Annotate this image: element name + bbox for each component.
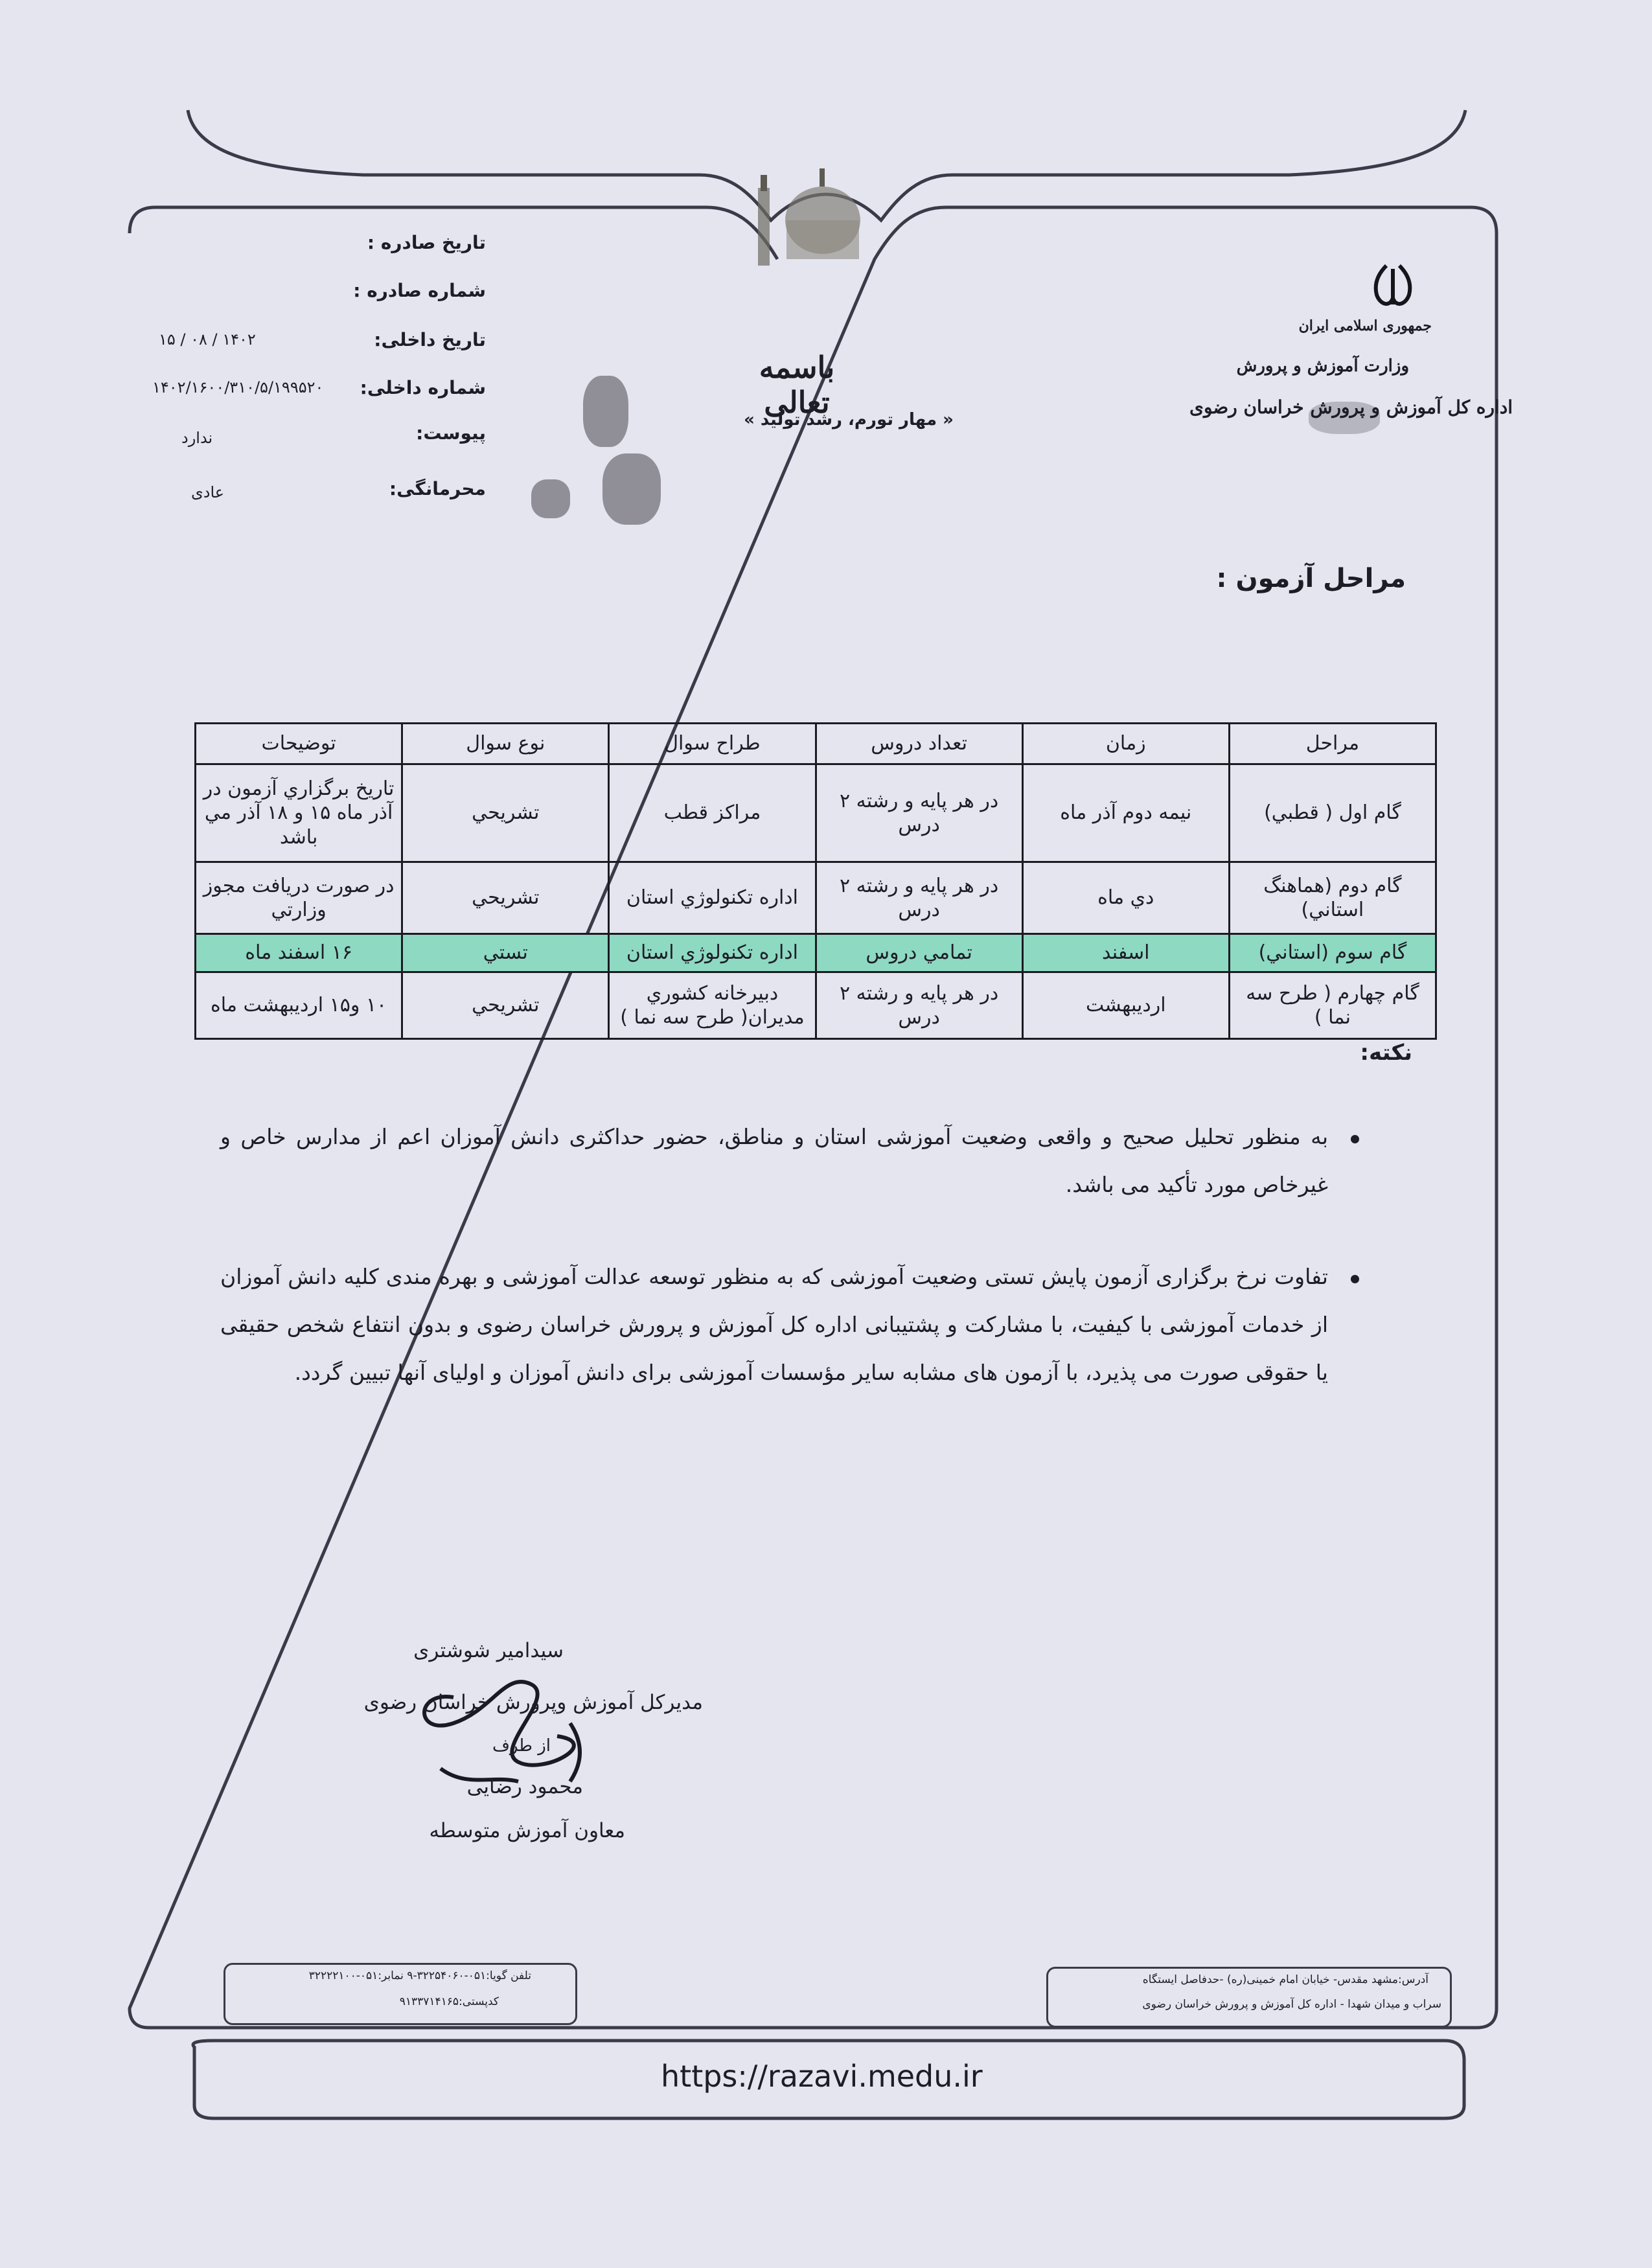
- stamp-smudge: [531, 479, 570, 518]
- address-line-1: آدرس:مشهد مقدس- خیابان امام خمینی(ره) -حدفاصل ایستگاه: [1142, 1973, 1428, 1986]
- on-behalf-label: از طرف: [492, 1736, 551, 1756]
- table-cell: نیمه دوم آذر ماه: [1022, 764, 1229, 862]
- table-cell: تشريحي: [402, 862, 609, 934]
- stamp-smudge: [602, 453, 661, 525]
- internal-date-label: تاریخ داخلی:: [374, 329, 486, 350]
- confidentiality-label: محرمانگی:: [389, 478, 486, 499]
- table-cell: دبيرخانه كشوري مديران( طرح سه نما ): [609, 972, 816, 1039]
- table-row: [196, 862, 1436, 934]
- table-cell: مراکز قطب: [609, 764, 816, 862]
- bullet-icon: [1351, 1135, 1359, 1143]
- table-row: [196, 972, 1436, 1039]
- postal-line: کدپستی:۹۱۳۳۷۱۴۱۶۵: [399, 1995, 499, 2008]
- table-cell: در هر پایه و رشته ۲ درس: [816, 972, 1022, 1039]
- table-cell: اداره تكنولوژي استان: [609, 862, 816, 934]
- table-cell: تمامي دروس: [816, 934, 1022, 972]
- internal-date-value: ۱۴۰۲ / ۰۸ / ۱۵: [159, 330, 256, 349]
- org-line-1: جمهوری اسلامی ایران: [1298, 317, 1432, 334]
- col-header-time: زمان: [1022, 724, 1229, 764]
- issue-number-label: شماره صادره :: [353, 280, 486, 301]
- table-cell: در صورت دريافت مجوز وزارتي: [196, 862, 402, 934]
- table-cell: دي ماه: [1022, 862, 1229, 934]
- table-cell: در هر پایه و رشته ۲ درس: [816, 764, 1022, 862]
- table-row: [196, 764, 1436, 862]
- deputy-title: معاون آموزش متوسطه: [429, 1819, 625, 1842]
- table-cell: تشريحي: [402, 972, 609, 1039]
- table-cell: در هر پایه و رشته ۲ درس: [816, 862, 1022, 934]
- col-header-designer: طراح سوال: [609, 724, 816, 764]
- signer-title: مدیرکل آموزش وپرورش خراسان رضوی: [363, 1691, 703, 1714]
- slogan: « مهار تورم، رشد تولید »: [744, 410, 954, 430]
- table-cell: ارديبهشت: [1022, 972, 1229, 1039]
- table-header-row: [196, 724, 1436, 764]
- col-header-notes: توضیحات: [196, 724, 402, 764]
- col-header-stage: مراحل: [1229, 724, 1436, 764]
- org-line-2: وزارت آموزش و پرورش: [1236, 356, 1409, 376]
- table-cell: اداره تكنولوژي استان: [609, 934, 816, 972]
- section-title: مراحل آزمون :: [1216, 564, 1406, 593]
- table-cell: گام دوم (هماهنگ استاني): [1229, 862, 1436, 934]
- exam-stages-table: [194, 722, 1437, 1040]
- table-cell: تاريخ برگزاري آزمون در آذر ماه ۱۵ و ۱۸ آذر مي باشد: [196, 764, 402, 862]
- table-cell: گام اول ( قطبي): [1229, 764, 1436, 862]
- iran-emblem-icon: [1376, 266, 1410, 304]
- note-paragraph: تفاوت نرخ برگزاری آزمون پایش تستی وضعیت آموزشی که به منظور توسعه عدالت آموزشی و بهره مندی کلیه دانش آموزان از خدمات آموزشی با کیفیت، با مشارکت و پشتیبانی اداره کل آموزش و پرورش خراسان رضوی و بدون انتفاع شخص حقیقی یا حقوقی صورت می پذیرد، با آزمون های مشابه سایر مؤسسات آموزشی برای دانش آموزان و اولیای آنها تبیین گردد.: [220, 1264, 1328, 1385]
- org-line-3: اداره کل آموزش و پرورش خراسان رضوی: [1189, 396, 1513, 418]
- deputy-name: محمود رضایی: [466, 1775, 583, 1798]
- table-cell: اسفند: [1022, 934, 1229, 972]
- internal-number-label: شماره داخلی:: [360, 377, 486, 398]
- attachment-label: پیوست:: [416, 422, 486, 444]
- note-title: نکته:: [1360, 1040, 1412, 1066]
- stamp-smudge: [583, 376, 628, 447]
- phone-line: تلفن گویا:۰۵۱-۳۲۲۵۴۰۶۰-۹ نمابر:۰۵۱-۳۲۲۲۲۱۰۰: [308, 1969, 531, 1982]
- col-header-question-type: نوع سوال: [402, 724, 609, 764]
- signer-name: سیدامیر شوشتری: [413, 1639, 564, 1662]
- note-paragraph: به منظور تحلیل صحیح و واقعی وضعیت آموزشی استان و مناطق، حضور حداکثری دانش آموزان اعم از مدارس خاص و غیرخاص مورد تأکید می باشد.: [220, 1124, 1328, 1197]
- internal-number-value: ۱۴۰۲/۱۶۰۰/۳۱۰/۵/۱۹۹۵۲۰: [152, 378, 324, 396]
- table-row-highlighted: [196, 934, 1436, 972]
- bullet-icon: [1351, 1275, 1359, 1283]
- basmala: باسمه تعالی: [759, 350, 835, 420]
- table-cell: تشريحي: [402, 764, 609, 862]
- table-cell: تستي: [402, 934, 609, 972]
- website-url: https://razavi.medu.ir: [661, 2059, 983, 2094]
- issue-date-label: تاریخ صادره :: [367, 232, 486, 253]
- confidentiality-value: عادی: [191, 483, 225, 501]
- table-cell: ۱۶ اسفند ماه: [196, 934, 402, 972]
- table-cell: گام چهارم ( طرح سه نما ): [1229, 972, 1436, 1039]
- table-cell: ۱۰ و۱۵ ارديبهشت ماه: [196, 972, 402, 1039]
- attachment-value: ندارد: [181, 429, 213, 447]
- table-cell: گام سوم (استاني): [1229, 934, 1436, 972]
- col-header-lesson-count: تعداد دروس: [816, 724, 1022, 764]
- address-line-2: سراب و میدان شهدا - اداره کل آموزش و پرورش خراسان رضوی: [1142, 1998, 1441, 2011]
